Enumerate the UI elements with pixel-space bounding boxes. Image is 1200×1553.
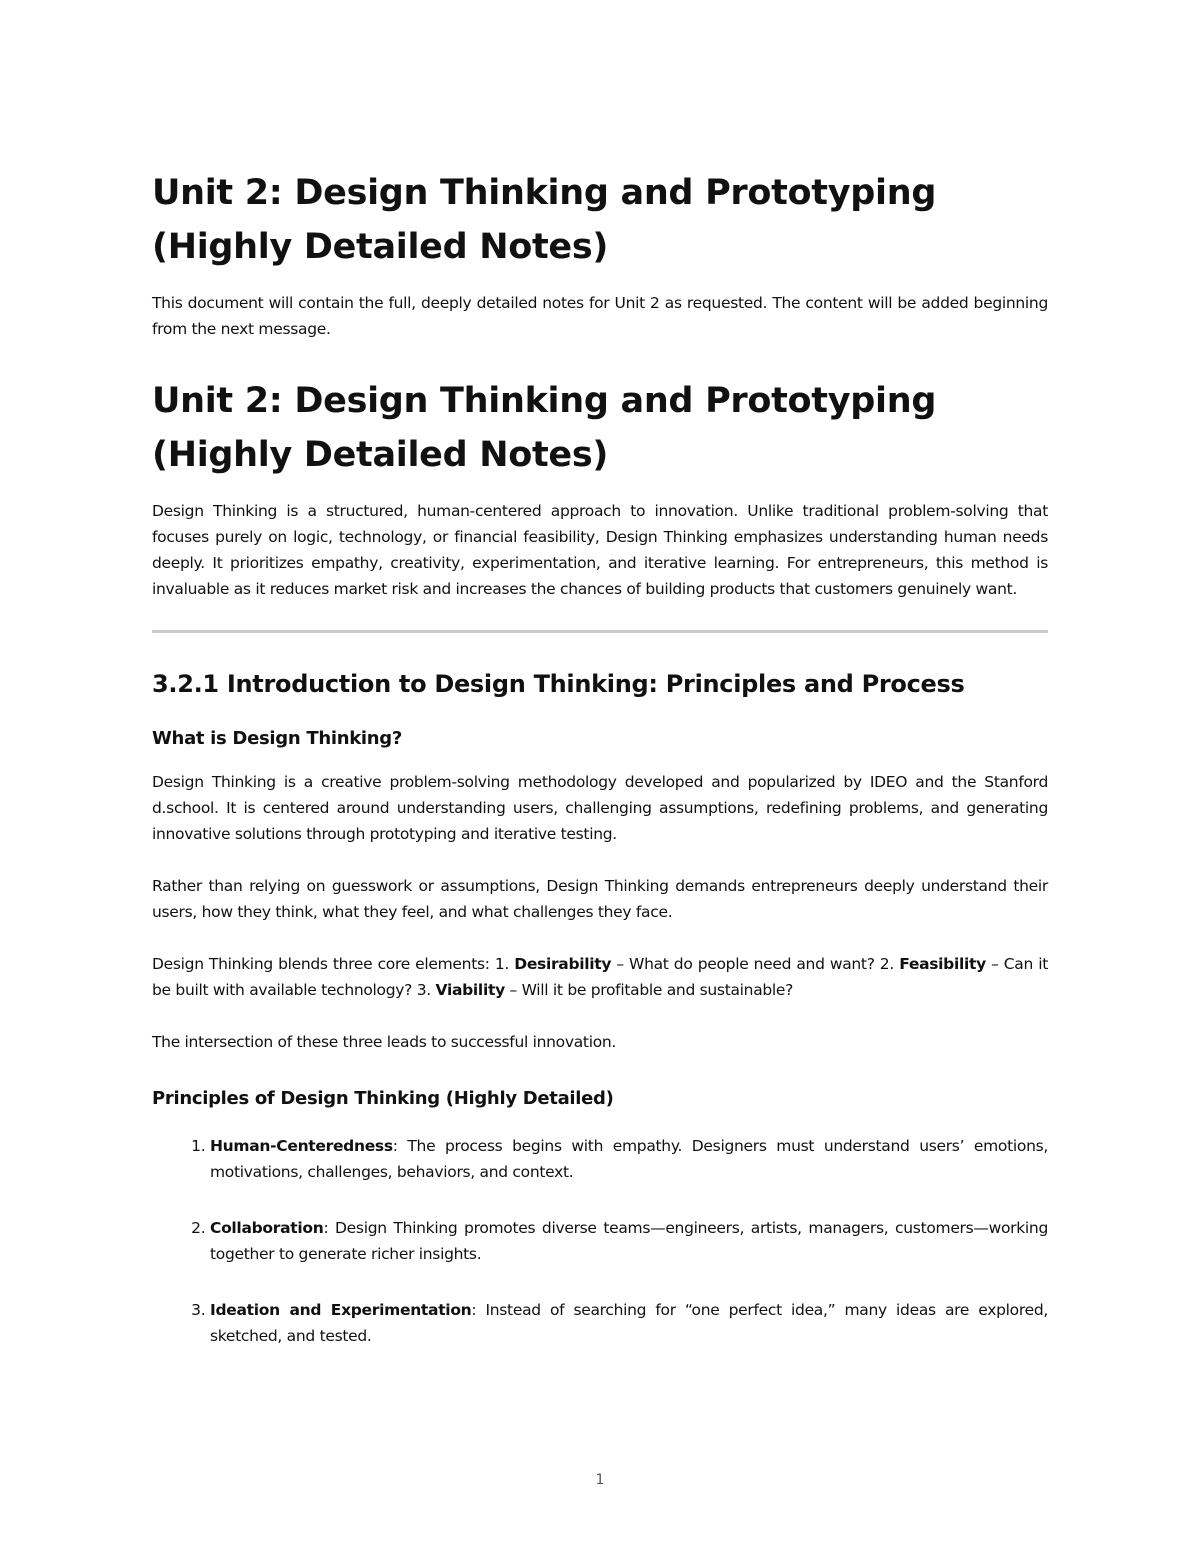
viability-term: Viability bbox=[435, 981, 505, 999]
list-item bbox=[210, 1297, 1048, 1349]
principle-text: : Design Thinking promotes diverse teams—engineers, artists, managers, customers—working together to generate richer insights. bbox=[210, 1219, 1048, 1263]
list-item bbox=[210, 1133, 1048, 1185]
what-is-heading: What is Design Thinking? bbox=[152, 728, 402, 749]
principle-text: : Instead of searching for “one perfect idea,” many ideas are explored, sketched, and tested. bbox=[210, 1301, 1048, 1345]
desirability-term: Desirability bbox=[514, 955, 612, 973]
principle-text: : The process begins with empathy. Designers must understand users’ emotions, motivations, challenges, behaviors, and context. bbox=[210, 1137, 1048, 1181]
core-elements-prefix: Design Thinking blends three core elements: 1. bbox=[152, 955, 515, 973]
feasibility-term: Feasibility bbox=[899, 955, 986, 973]
principle-term: Human-Centeredness bbox=[210, 1137, 393, 1155]
page-number: 1 bbox=[595, 1472, 605, 1488]
principle-term: Collaboration bbox=[210, 1219, 324, 1237]
intersection-paragraph: The intersection of these three leads to successful innovation. bbox=[152, 1033, 617, 1051]
principles-list bbox=[152, 1133, 1048, 1349]
users-paragraph: Rather than relying on guesswork or assumptions, Design Thinking demands entrepreneurs deeply understand their users, how they think, what they feel, and what challenges they face. bbox=[152, 877, 1048, 921]
definition-paragraph: Design Thinking is a creative problem-solving methodology developed and popularized by IDEO and the Stanford d.school. It is centered around understanding users, challenging assumptions, redefining problems, and generating innovative solutions through prototyping and iterative testing. bbox=[152, 773, 1048, 843]
document-page bbox=[152, 166, 1048, 1379]
section-divider bbox=[152, 630, 1048, 633]
principles-heading: Principles of Design Thinking (Highly Detailed) bbox=[152, 1088, 614, 1109]
unit-title: Unit 2: Design Thinking and Prototyping (Highly Detailed Notes) bbox=[152, 381, 937, 475]
principle-term: Ideation and Experimentation bbox=[210, 1301, 472, 1319]
feasibility-text: – Can it be built with available technology? 3. bbox=[152, 955, 1048, 999]
core-elements-paragraph bbox=[152, 951, 1048, 1003]
document-title: Unit 2: Design Thinking and Prototyping (Highly Detailed Notes) bbox=[152, 173, 937, 267]
section-heading: 3.2.1 Introduction to Design Thinking: Principles and Process bbox=[152, 670, 965, 698]
lead-paragraph: Design Thinking is a structured, human-centered approach to innovation. Unlike traditional problem-solving that focuses purely on logic, technology, or financial feasibility, Design Thinking emphasizes understanding human needs deeply. It prioritizes empathy, creativity, experimentation, and iterative learning. For entrepreneurs, this method is invaluable as it reduces market risk and increases the chances of building products that customers genuinely want. bbox=[152, 502, 1048, 598]
intro-paragraph: This document will contain the full, deeply detailed notes for Unit 2 as requested. The content will be added beginning from the next message. bbox=[152, 294, 1048, 338]
list-item bbox=[210, 1215, 1048, 1267]
desirability-text: – What do people need and want? 2. bbox=[611, 955, 900, 973]
viability-text: – Will it be profitable and sustainable? bbox=[504, 981, 794, 999]
